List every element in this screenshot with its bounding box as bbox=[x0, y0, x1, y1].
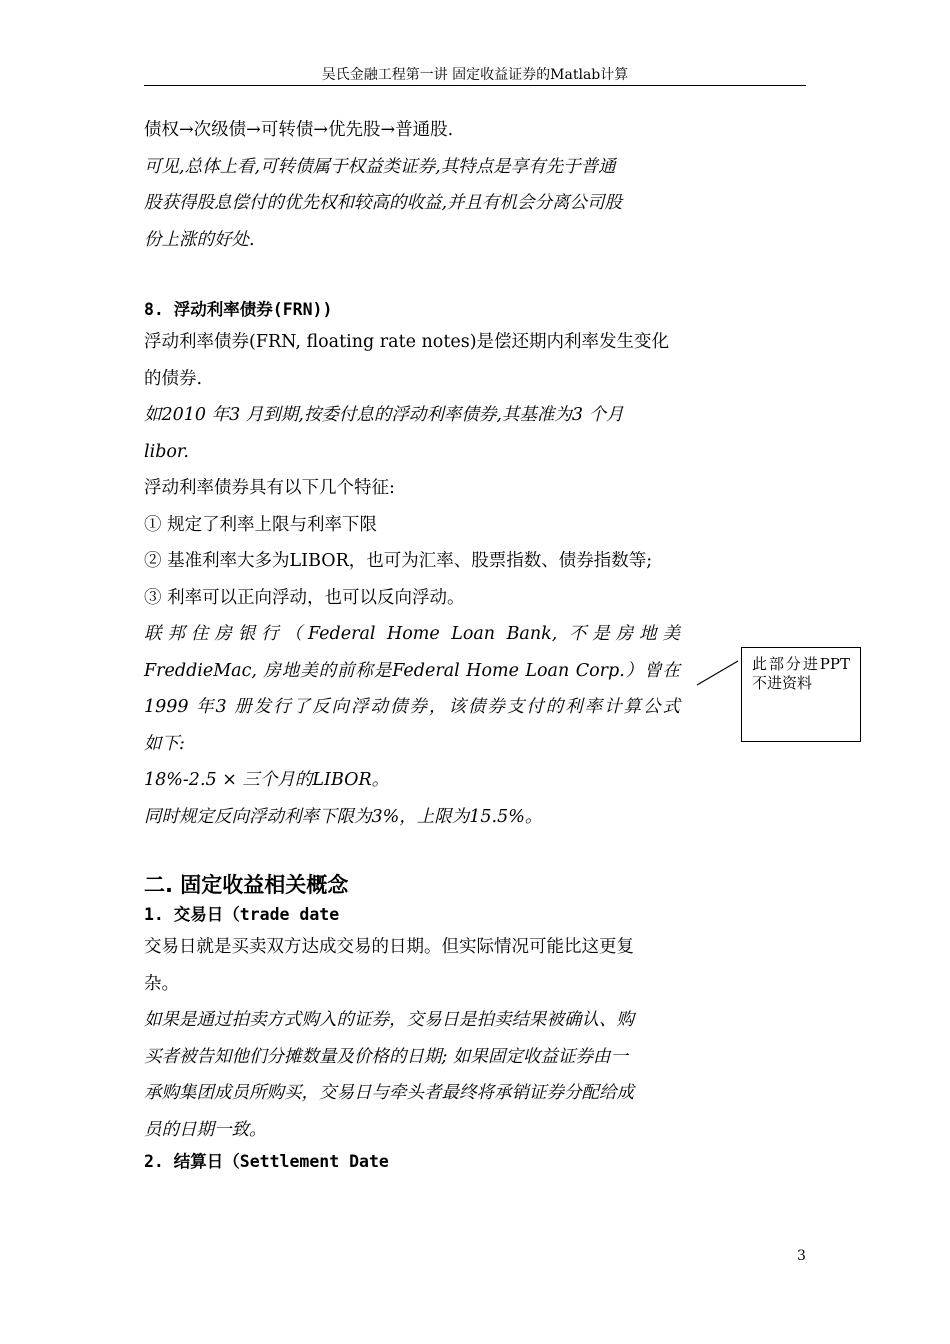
text-line: 杂。 bbox=[144, 973, 179, 994]
text-line: 员的日期一致。 bbox=[144, 1119, 267, 1140]
text-line: 份上涨的好处. bbox=[144, 229, 255, 250]
text-line: 买者被告知他们分摊数量及价格的日期; 如果固定收益证券由一 bbox=[144, 1046, 628, 1067]
text-line: 的债券. bbox=[144, 368, 203, 389]
text-line: 如2010 年3 月到期,按委付息的浮动利率债券,其基准为3 个月 bbox=[144, 405, 624, 425]
subsection-heading: 1. 交易日（trade date bbox=[144, 905, 340, 924]
formula-line: 18%-2.5 × 三个月的LIBOR。 bbox=[144, 770, 390, 790]
section-heading: 二. 固定收益相关概念 bbox=[144, 873, 349, 897]
text-line: 可见,总体上看,可转债属于权益类证券,其特点是享有先于普通 bbox=[144, 156, 616, 177]
page-number: 3 bbox=[797, 1248, 806, 1264]
text-line: 债权→次级债→可转债→优先股→普通股. bbox=[144, 120, 454, 140]
list-item: ① 规定了利率上限与利率下限 bbox=[144, 514, 378, 535]
text-line: 同时规定反向浮动利率下限为3%，上限为15.5%。 bbox=[144, 806, 543, 827]
text-line: 如果是通过拍卖方式购入的证券，交易日是拍卖结果被确认、购 bbox=[144, 1010, 634, 1030]
text-line: 联邦住房银行（Federal Home Loan Bank, 不是房地美 bbox=[144, 624, 680, 644]
list-item: ③ 利率可以正向浮动，也可以反向浮动。 bbox=[144, 587, 465, 608]
running-header: 吴氏金融工程第一讲 固定收益证券的Matlab计算 bbox=[321, 67, 629, 83]
callout-line bbox=[697, 661, 738, 685]
text-line: 浮动利率债券(FRN, floating rate notes)是偿还期内利率发生变化 bbox=[144, 332, 670, 352]
text-line: 承购集团成员所购买，交易日与牵头者最终将承销证券分配给成 bbox=[144, 1083, 634, 1103]
text-line: 浮动利率债券具有以下几个特征: bbox=[144, 478, 395, 498]
margin-note: 此部分进PPT不进资料 bbox=[741, 647, 861, 742]
text-line: 交易日就是买卖双方达成交易的日期。但实际情况可能比这更复 bbox=[144, 937, 634, 957]
text-line: libor. bbox=[144, 441, 189, 462]
text-line: 1999 年3 册发行了反向浮动债券，该债券支付的利率计算公式 bbox=[144, 697, 680, 717]
text-line: 股获得股息偿付的优先权和较高的收益,并且有机会分离公司股 bbox=[144, 193, 623, 213]
text-line: 如下: bbox=[144, 733, 185, 754]
subsection-heading: 2. 结算日（Settlement Date bbox=[144, 1152, 389, 1171]
list-item: ② 基准利率大多为LIBOR，也可为汇率、股票指数、债券指数等; bbox=[144, 551, 653, 571]
subsection-heading: 8. 浮动利率债券(FRN)) bbox=[144, 300, 333, 319]
text-line: FreddieMac, 房地美的前称是Federal Home Loan Corp.）曾在 bbox=[144, 660, 680, 681]
